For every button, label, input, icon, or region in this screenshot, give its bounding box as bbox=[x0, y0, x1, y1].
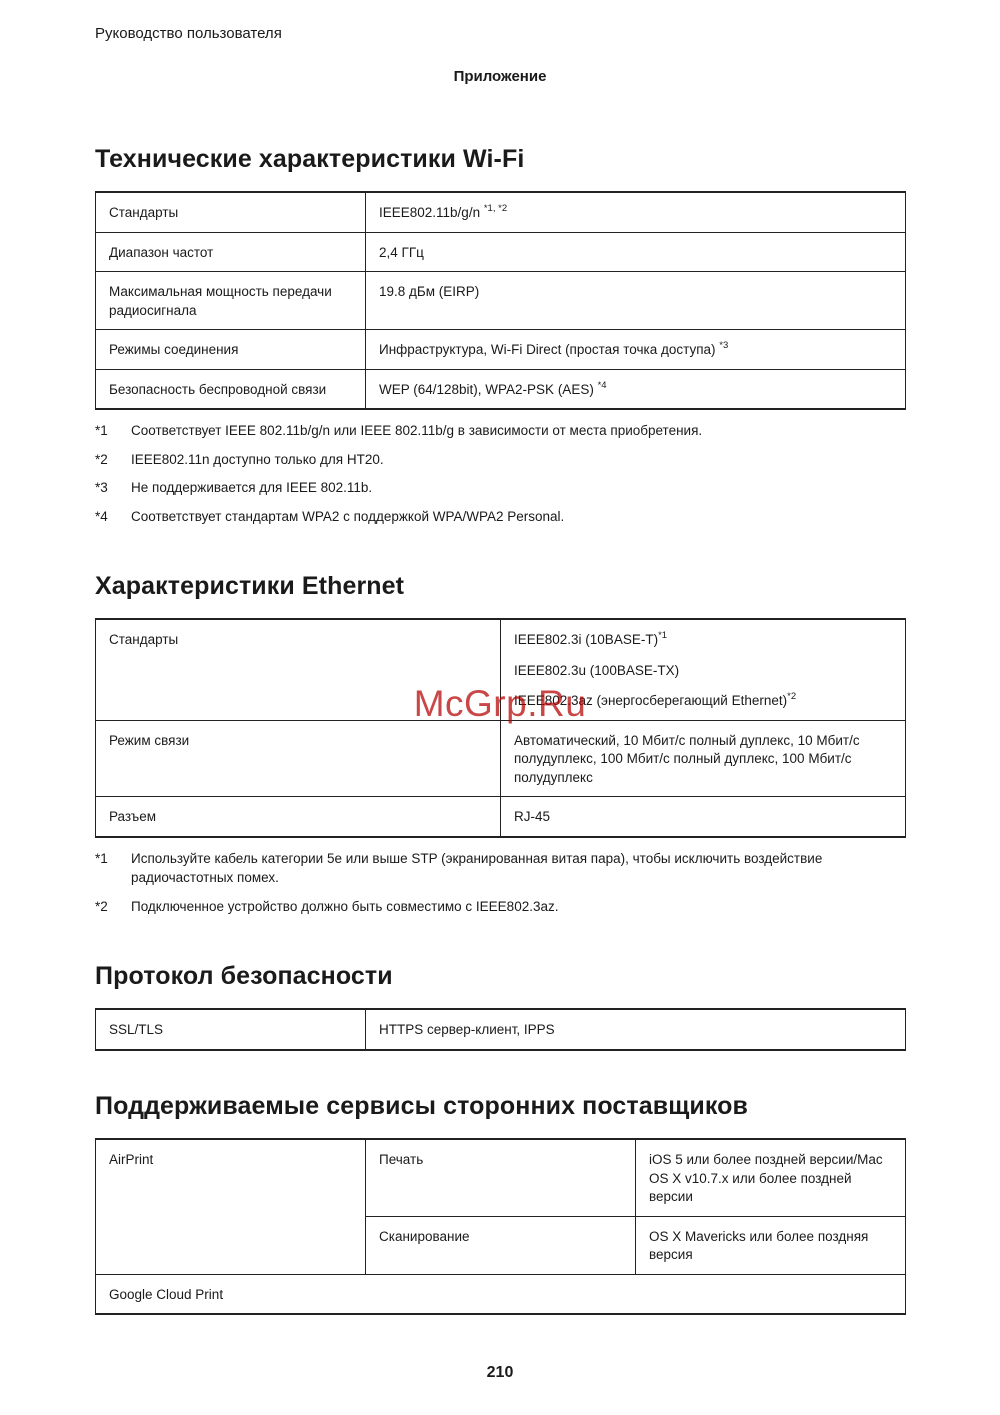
wifi-value: WEP (64/128bit), WPA2-PSK (AES) $^{*4}$ bbox=[366, 369, 906, 409]
security-table bbox=[95, 1008, 906, 1051]
table-row bbox=[96, 232, 906, 272]
services-heading: Поддерживаемые сервисы сторонних поставщиков bbox=[95, 1092, 749, 1120]
standard-item: IEEE802.3az (энергосберегающий Ethernet)$^{*2}$ bbox=[514, 691, 797, 708]
security-heading: Протокол безопасности bbox=[95, 962, 393, 990]
wifi-label: Диапазон частот bbox=[96, 232, 366, 272]
footnote: *2 IEEE802.11n доступно только для HT20. bbox=[95, 451, 384, 467]
table-row bbox=[96, 330, 906, 370]
table-row bbox=[96, 1009, 906, 1050]
footnote: *3 Не поддерживается для IEEE 802.11b. bbox=[95, 480, 373, 495]
ethernet-value: Автоматический, 10 Мбит/с полный дуплекс, 10 Мбит/с полудуплекс, 100 Мбит/с полный дуплекс, 100 Мбит/с полудуплекс bbox=[501, 720, 906, 797]
ethernet-label: Режим связи bbox=[96, 720, 501, 797]
footnote: *1 Используйте кабель категории 5e или выше STP (экранированная витая пара), чтобы исключить воздействие радиочастотных помех. bbox=[95, 851, 823, 885]
ethernet-spec-table bbox=[95, 618, 906, 838]
wifi-heading: Технические характеристики Wi-Fi bbox=[95, 145, 525, 173]
table-row bbox=[96, 369, 906, 409]
ethernet-heading: Характеристики Ethernet bbox=[95, 572, 405, 600]
service-function: Печать bbox=[366, 1139, 636, 1216]
airprint-label: AirPrint bbox=[96, 1139, 366, 1274]
google-cloud-print-label: Google Cloud Print bbox=[96, 1274, 906, 1314]
security-value: HTTPS сервер-клиент, IPPS bbox=[366, 1009, 906, 1050]
footnote: *1 Соответствует IEEE 802.11b/g/n или IEEE 802.11b/g в зависимости от места приобретения. bbox=[95, 423, 703, 438]
wifi-value: 2,4 ГГц bbox=[366, 232, 906, 272]
ethernet-footnotes bbox=[95, 849, 905, 925]
wifi-label: Максимальная мощность передачи радиосигнала bbox=[96, 272, 366, 330]
footnote: *2 Подключенное устройство должно быть совместимо с IEEE802.3az. bbox=[95, 898, 559, 914]
standard-item: IEEE802.3u (100BASE-TX) bbox=[514, 662, 680, 678]
watermark: McGrp.Ru bbox=[413, 683, 587, 724]
ethernet-label: Разъем bbox=[96, 797, 501, 837]
service-function: Сканирование bbox=[366, 1216, 636, 1274]
ethernet-value: RJ-45 bbox=[501, 797, 906, 837]
wifi-value: Инфраструктура, Wi-Fi Direct (простая точка доступа) $^{*3}$ bbox=[366, 330, 906, 370]
security-label: SSL/TLS bbox=[96, 1009, 366, 1050]
table-row bbox=[96, 720, 906, 797]
wifi-label: Режимы соединения bbox=[96, 330, 366, 370]
standard-item: IEEE802.3i (10BASE-T)$^{*1}$ bbox=[514, 630, 668, 647]
service-requirement: iOS 5 или более поздней версии/Mac OS X v10.7.x или более поздней версии bbox=[636, 1139, 906, 1216]
table-row bbox=[96, 192, 906, 232]
section-label: Приложение bbox=[453, 68, 547, 85]
wifi-label: Стандарты bbox=[96, 192, 366, 232]
ethernet-label: Стандарты bbox=[96, 619, 501, 720]
wifi-spec-table bbox=[95, 191, 906, 410]
table-row bbox=[96, 1139, 906, 1216]
page-number: 210 bbox=[486, 1364, 514, 1381]
footnote: *4 Соответствует стандартам WPA2 с поддержкой WPA/WPA2 Personal. bbox=[95, 508, 565, 524]
services-table bbox=[95, 1138, 906, 1315]
wifi-footnotes bbox=[95, 421, 905, 535]
service-requirement: OS X Mavericks или более поздняя версия bbox=[636, 1216, 906, 1274]
table-row bbox=[96, 797, 906, 837]
table-row bbox=[96, 272, 906, 330]
running-header: Руководство пользователя bbox=[95, 25, 282, 42]
table-row bbox=[96, 1274, 906, 1314]
wifi-value: 19.8 дБм (EIRP) bbox=[366, 272, 906, 330]
wifi-label: Безопасность беспроводной связи bbox=[96, 369, 366, 409]
wifi-value: IEEE802.11b/g/n $^{*1, *2}$ bbox=[366, 192, 906, 232]
